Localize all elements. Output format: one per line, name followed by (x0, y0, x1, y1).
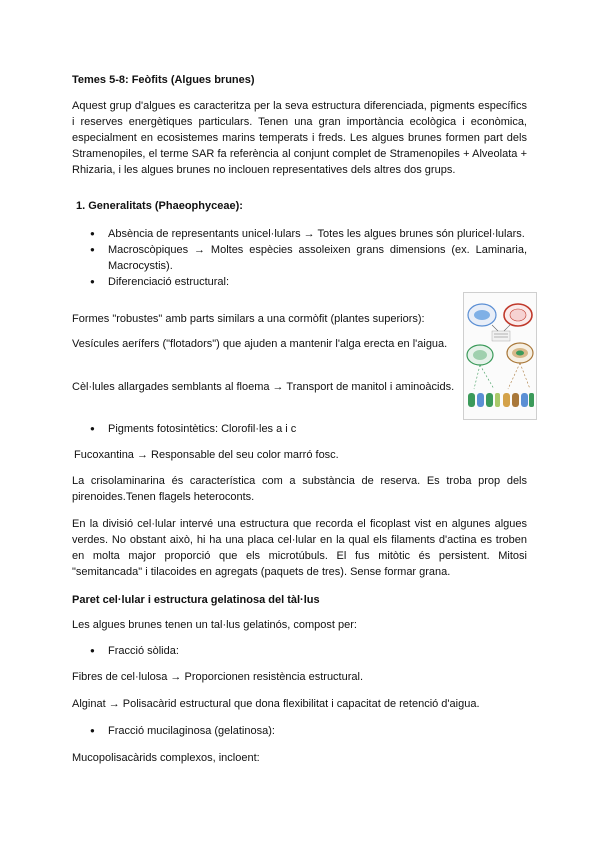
solida-list (72, 643, 527, 659)
crisolaminarina-paragraph: La crisolaminarina és característica com a substància de reserva. Es troba prop dels pirenoides.Tenen flagels heteroconts. (72, 475, 527, 503)
organism-4 (495, 393, 500, 407)
mucilaginosa-list (72, 723, 527, 739)
organism-5 (503, 393, 510, 407)
organism-3 (486, 393, 493, 407)
organism-1 (468, 393, 475, 407)
plastid-middle-left (473, 350, 487, 360)
endosymbiosis-diagram (463, 292, 537, 420)
list-item: ● Fracció sòlida: (72, 643, 527, 659)
generalitats-list (72, 226, 527, 290)
section-heading-generalitats: 1. Generalitats (Phaeophyceae): (76, 200, 243, 212)
organism-6 (512, 393, 519, 407)
fucoxantina-paragraph: Fucoxantina → Responsable del seu color marró fosc. (74, 449, 339, 461)
tallus-paragraph: Les algues brunes tenen un tal·lus gelatinós, compost per: (72, 619, 357, 631)
vesicles-paragraph: Vesícules aerífers ("flotadors") que ajuden a mantenir l'alga erecta en l'aigua. (72, 338, 448, 350)
label-box (492, 331, 510, 341)
list-item: ● Pigments fotosintètics: Clorofil·les a i c (72, 421, 455, 437)
fibres-paragraph: Fibres de cel·lulosa → Proporcionen resistència estructural. (72, 671, 364, 683)
organism-8 (529, 393, 534, 407)
list-item: ● Fracció mucilaginosa (gelatinosa): (72, 723, 527, 739)
alginat-paragraph: Alginat → Polisacàrid estructural que dona flexibilitat i capacitat de retenció d'aigua. (72, 698, 480, 710)
pigments-list (72, 421, 455, 437)
robust-forms-paragraph: Formes "robustes" amb parts similars a una cormòfit (plantes superiors): (72, 313, 425, 325)
nucleus-top-left (474, 310, 490, 320)
organism-2 (477, 393, 484, 407)
cell-division-paragraph: En la divisió cel·lular intervé una estructura que recorda el ficoplast vist en algunes algues verdes. No obstant això, hi ha una placa cel·lular en la qual els filaments d'actina es troben en molta major proporció que els microtúbuls. El fus mitòtic és persistent. Mitosi "semitancada" i tilacoides en agregats (paquets de tres). Sense formar grana. (72, 518, 527, 578)
mucopolisacarids-paragraph: Mucopolisacàrids complexos, incloent: (72, 752, 260, 764)
page-title: Temes 5-8: Feòfits (Algues brunes) (72, 74, 255, 86)
section-heading-paret: Paret cel·lular i estructura gelatinosa del tàl·lus (72, 594, 320, 606)
list-item: ● Macroscòpiques → Moltes espècies assoleixen grans dimensions (ex. Laminaria, Macrocystis). (72, 242, 527, 274)
organism-7 (521, 393, 528, 407)
elongated-cells-paragraph: Cèl·lules allargades semblants al floema → Transport de manitol i aminoàcids. (72, 381, 455, 393)
diagram-illustration (464, 293, 536, 419)
nucleus-top-right (510, 309, 526, 321)
list-item: ● Absència de representants unicel·lulars → Totes les algues brunes són pluricel·lulars. (72, 226, 527, 242)
list-item: ● Diferenciació estructural: (72, 274, 527, 290)
intro-paragraph: Aquest grup d'algues es caracteritza per la seva estructura diferenciada, pigments específics i reserves energètiques particulars. Tenen una gran importància ecològica i econòmica, especialment en ecosistemes marins temperats i freds. Les algues brunes formen part dels Stramenopiles, el terme SAR fa referència al conjunt complet de Stramenopiles + Alveolata + Rhizaria, i les algues brunes no inclouen representatives dels altres dos grups. (72, 100, 527, 176)
